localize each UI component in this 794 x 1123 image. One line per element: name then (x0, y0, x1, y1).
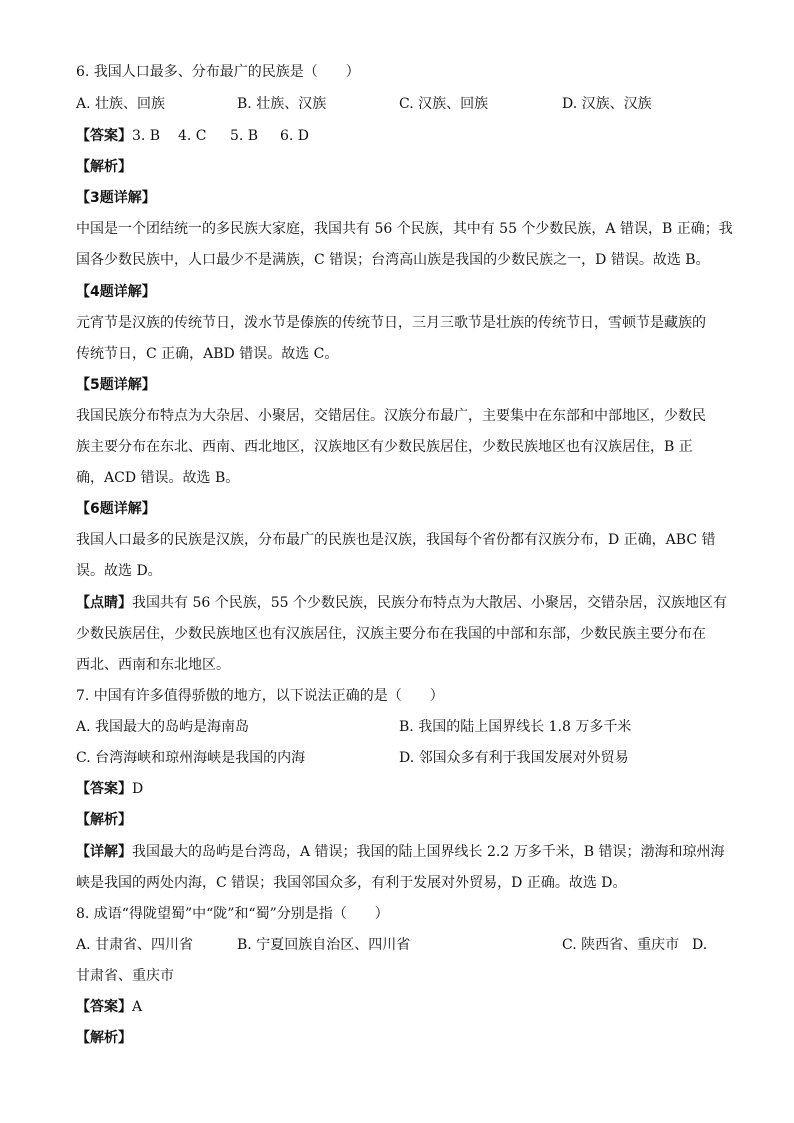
key-points-line: 少数民族居住，少数民族地区也有汉族居住，汉族主要分布在我国的中部和东部，少数民族主要分布在 (76, 626, 706, 642)
q8-option-d-text: 甘肃省、重庆市 (76, 968, 174, 984)
q3-detail-label: 【3题详解】 (76, 190, 156, 206)
key-points-line: 西北、西南和东北地区。 (76, 657, 230, 673)
key-points-first-line (76, 593, 727, 613)
q5-detail-line: 我国民族分布特点为大杂居、小聚居，交错居住。汉族分布最广，主要集中在东部和中部地区，少数民 (76, 408, 706, 424)
q8-answer: A (132, 999, 143, 1015)
q8-answer-label: 【答案】 (76, 999, 132, 1015)
key-points-text: 我国共有 56 个民族，55 个少数民族，民族分布特点为大散居、小聚居，交错杂居，汉族地区有 (132, 595, 727, 611)
analysis-label: 【解析】 (76, 159, 132, 175)
q6-option-a: A. 壮族、回族 (76, 96, 166, 112)
q3-detail-line: 中国是一个团结统一的多民族大家庭，我国共有 56 个民族，其中有 55 个少数民族，A 错误，B 正确；我 (76, 221, 733, 237)
q8-stem: 8. 成语“得陇望蜀”中“陇”和“蜀”分别是指（ ） (76, 906, 389, 922)
q8-option-c: C. 陕西省、重庆市 (562, 937, 680, 953)
q7-analysis-label: 【解析】 (76, 812, 132, 828)
q7-option-c: C. 台湾海峡和琼州海峡是我国的内海 (76, 750, 306, 766)
q3-detail-line: 国各少数民族中，人口最少不是满族，C 错误；台湾高山族是我国的少数民族之一，D 错误。故选 B。 (76, 252, 710, 268)
q4-detail-line: 传统节日，C 正确，ABD 错误。故选 C。 (76, 346, 339, 362)
q6-option-d: D. 汉族、汉族 (562, 96, 652, 112)
q8-option-d-label: D. (692, 937, 708, 953)
q6-option-b: B. 壮族、汉族 (237, 96, 327, 112)
q7-option-d: D. 邻国众多有利于我国发展对外贸易 (399, 750, 629, 766)
q7-detail-line: 峡是我国的两处内海，C 错误；我国邻国众多，有利于发展对外贸易，D 正确。故选 D。 (76, 875, 627, 891)
answer-item: 4. C (178, 128, 207, 144)
q5-detail-label: 【5题详解】 (76, 377, 156, 393)
q7-answer-row (76, 779, 143, 799)
answer-item: 6. D (280, 128, 310, 144)
q7-answer: D (132, 781, 144, 797)
q4-detail-label: 【4题详解】 (76, 284, 156, 300)
q6-detail-line: 误。故选 D。 (76, 563, 162, 579)
q5-detail-line: 确，ACD 错误。故选 B。 (76, 470, 240, 486)
key-points-label: 【点睛】 (76, 595, 132, 611)
answer-label: 【答案】 (76, 128, 132, 144)
q6-stem: 6. 我国人口最多、分布最广的民族是（ ） (76, 64, 360, 80)
q7-detail-label: 【详解】 (76, 844, 132, 860)
answers-row (76, 126, 309, 146)
q8-analysis-label: 【解析】 (76, 1030, 132, 1046)
q7-detail-first-line (76, 842, 724, 862)
q7-option-a: A. 我国最大的岛屿是海南岛 (76, 719, 250, 735)
answer-item: 3. B (132, 128, 161, 144)
q6-option-c: C. 汉族、回族 (399, 96, 489, 112)
q6-detail-label: 【6题详解】 (76, 501, 156, 517)
q7-option-b: B. 我国的陆上国界线长 1.8 万多千米 (399, 719, 632, 735)
q7-detail-text: 我国最大的岛屿是台湾岛，A 错误；我国的陆上国界线长 2.2 万多千米，B 错误；渤海和琼州海 (132, 844, 725, 860)
q7-answer-label: 【答案】 (76, 781, 132, 797)
q8-option-a: A. 甘肃省、四川省 (76, 937, 194, 953)
q8-option-b: B. 宁夏回族自治区、四川省 (237, 937, 411, 953)
q7-stem: 7. 中国有许多值得骄傲的地方，以下说法正确的是（ ） (76, 688, 444, 704)
answer-item: 5. B (230, 128, 259, 144)
q6-detail-line: 我国人口最多的民族是汉族，分布最广的民族也是汉族，我国每个省份都有汉族分布，D 正确，ABC 错 (76, 532, 716, 548)
q4-detail-line: 元宵节是汉族的传统节日，泼水节是傣族的传统节日，三月三歌节是壮族的传统节日，雪顿节是藏族的 (76, 315, 706, 331)
q8-answer-row (76, 997, 142, 1017)
q5-detail-line: 族主要分布在东北、西南、西北地区，汉族地区有少数民族居住，少数民族地区也有汉族居住，B 正 (76, 439, 693, 455)
